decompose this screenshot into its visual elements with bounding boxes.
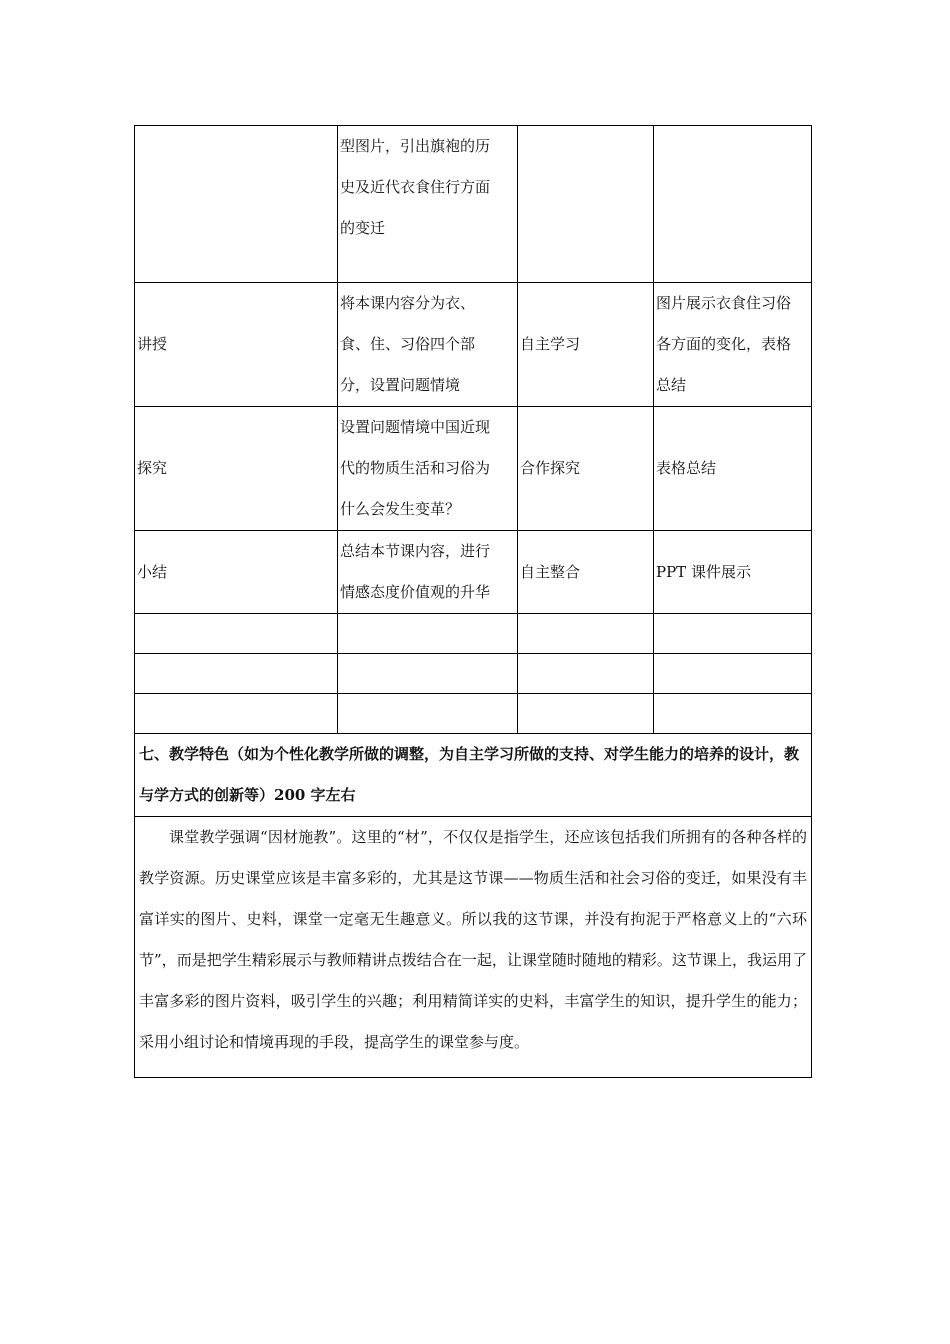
method-cell: [518, 654, 654, 694]
content-cell: [338, 614, 518, 654]
step-cell: 探究: [135, 407, 338, 531]
table-row: [135, 654, 812, 694]
section7-heading-cell: [135, 734, 812, 817]
content-cell: 将本课内容分为衣、 食、住、习俗四个部 分，设置问题情境: [338, 283, 518, 407]
content-cell: [338, 694, 518, 734]
section-body-paragraph: 课堂教学强调“因材施教”。这里的“材”，不仅仅是指学生，还应该包括我们所拥有的各种各样的教学资源。历史课堂应该是丰富多彩的，尤其是这节课——物质生活和社会习俗的变迁，如果没有丰富详实的图片、史料，课堂一定毫无生趣意义。所以我的这节课，并没有拘泥于严格意义上的“六环节”，而是把学生精彩展示与教师精讲点拨结合在一起，让课堂随时随地的精彩。这节课上，我运用了丰富多彩的图片资料，吸引学生的兴趣；利用精简详实的史料，丰富学生的知识，提升学生的能力；采用小组讨论和情境再现的手段，提高学生的课堂参与度。: [139, 828, 807, 1051]
content-cell: [338, 654, 518, 694]
table-row: [135, 283, 812, 407]
method-cell: [518, 694, 654, 734]
method-cell: 自主整合: [518, 531, 654, 614]
method-cell: [518, 126, 654, 283]
step-cell: [135, 126, 338, 283]
media-cell: [654, 654, 812, 694]
table-row: [135, 614, 812, 654]
content-cell: 型图片，引出旗袍的历 史及近代衣食住行方面 的变迁: [338, 126, 518, 283]
section-heading: 七、教学特色（如为个性化教学所做的调整，为自主学习所做的支持、对学生能力的培养的设计，教与学方式的创新等）200 字左右: [139, 745, 800, 804]
section7-heading-row: [135, 734, 812, 817]
step-cell: [135, 654, 338, 694]
section7-body-cell: [135, 817, 812, 1078]
method-cell: 合作探究: [518, 407, 654, 531]
content-cell: 设置问题情境中国近现 代的物质生活和习俗为 什么会发生变革？: [338, 407, 518, 531]
step-cell: [135, 614, 338, 654]
content-cell: 总结本节课内容，进行 情感态度价值观的升华: [338, 531, 518, 614]
media-cell: [654, 694, 812, 734]
table-row: [135, 126, 812, 283]
media-cell: 图片展示衣食住习俗 各方面的变化，表格 总结: [654, 283, 812, 407]
media-cell: PPT 课件展示: [654, 531, 812, 614]
step-cell: [135, 694, 338, 734]
media-cell: [654, 614, 812, 654]
table-row: [135, 694, 812, 734]
method-cell: [518, 614, 654, 654]
method-cell: 自主学习: [518, 283, 654, 407]
section7-body-row: [135, 817, 812, 1078]
lesson-plan-table: [134, 125, 812, 1078]
table-row: [135, 407, 812, 531]
table-row: [135, 531, 812, 614]
step-cell: 小结: [135, 531, 338, 614]
media-cell: 表格总结: [654, 407, 812, 531]
step-cell: 讲授: [135, 283, 338, 407]
media-cell: [654, 126, 812, 283]
